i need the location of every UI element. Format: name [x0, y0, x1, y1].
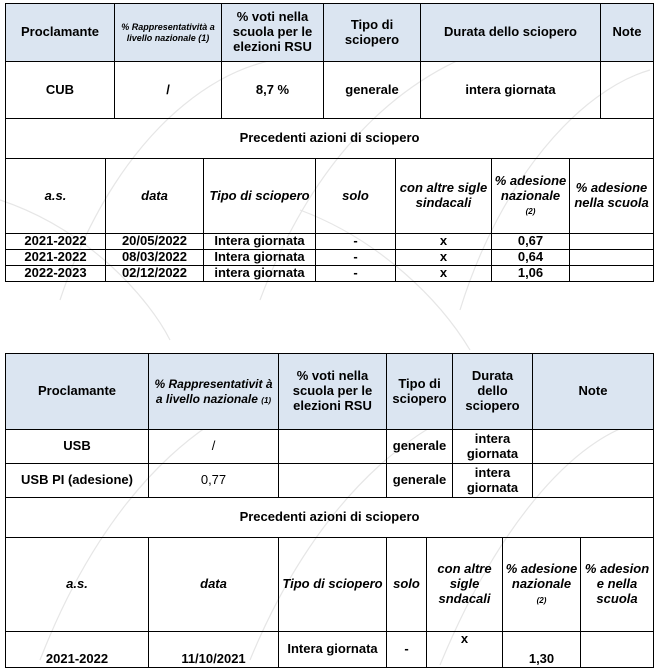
history-header-row	[6, 159, 654, 234]
date-value: 20/05/2022	[106, 234, 204, 250]
adesione-nazionale-value: 1,30	[503, 632, 581, 668]
table-row	[6, 430, 654, 464]
note-value	[533, 430, 654, 464]
table-row	[6, 266, 654, 282]
history-header-row	[6, 538, 654, 632]
solo-value: -	[316, 250, 396, 266]
col-altre-sigle: con altre sigle sindacali	[396, 159, 492, 234]
solo-value: -	[316, 266, 396, 282]
tipo-value: generale	[387, 464, 453, 498]
as-value: 2021-2022	[6, 234, 106, 250]
col-adesione-scuola: % adesion e nella scuola	[581, 538, 654, 632]
proclamante-value: USB	[6, 430, 149, 464]
altre-value: x	[396, 234, 492, 250]
strike-history-table-usb	[5, 497, 654, 668]
col-rappresentativita: % Rappresentatività a livello nazionale (1)	[115, 4, 222, 62]
col-durata: Durata dello sciopero	[421, 4, 601, 62]
col-adesione-scuola: % adesione nella scuola	[570, 159, 654, 234]
adesione-scuola-value	[570, 250, 654, 266]
tipo-value: intera giornata	[204, 266, 316, 282]
adesione-nazionale-value: 0,64	[492, 250, 570, 266]
solo-value: -	[387, 632, 427, 668]
col-as: a.s.	[6, 538, 149, 632]
strike-table-cub	[5, 3, 654, 119]
col-proclamante: Proclamante	[6, 354, 149, 430]
section-title: Precedenti azioni di sciopero	[6, 498, 654, 538]
col-voti-rsu: % voti nella scuola per le elezioni RSU	[222, 4, 324, 62]
col-rappresentativita: % Rappresentativit à a livello nazionale (1)	[149, 354, 279, 430]
col-data: data	[149, 538, 279, 632]
solo-value: -	[316, 234, 396, 250]
col-solo: solo	[316, 159, 396, 234]
col-tipo: Tipo di sciopero	[279, 538, 387, 632]
strike-history-table-cub	[5, 118, 654, 282]
col-tipo: Tipo di sciopero	[204, 159, 316, 234]
table-row	[6, 632, 654, 668]
tipo-value: Intera giornata	[204, 250, 316, 266]
col-proclamante: Proclamante	[6, 4, 115, 62]
header-row	[6, 4, 654, 62]
col-adesione-nazionale: % adesione nazionale (2)	[503, 538, 581, 632]
altre-value: x	[396, 250, 492, 266]
altre-value: x	[427, 632, 503, 668]
date-value: 08/03/2022	[106, 250, 204, 266]
adesione-scuola-value	[570, 266, 654, 282]
strike-table-usb	[5, 353, 654, 498]
col-altre-sigle: con altre sigle sndacali	[427, 538, 503, 632]
note-value	[601, 62, 654, 119]
col-as: a.s.	[6, 159, 106, 234]
col-tipo-sciopero: Tipo di sciopero	[324, 4, 421, 62]
voti-value: 8,7 %	[222, 62, 324, 119]
table-row	[6, 464, 654, 498]
tipo-value: generale	[387, 430, 453, 464]
tipo-value: generale	[324, 62, 421, 119]
durata-value: intera giornata	[453, 430, 533, 464]
as-value: 2021-2022	[6, 632, 149, 668]
table-row	[6, 250, 654, 266]
tipo-value: Intera giornata	[279, 632, 387, 668]
note-value	[533, 464, 654, 498]
col-voti-rsu: % voti nella scuola per le elezioni RSU	[279, 354, 387, 430]
as-value: 2021-2022	[6, 250, 106, 266]
table-row	[6, 234, 654, 250]
as-value: 2022-2023	[6, 266, 106, 282]
col-durata: Durata dello sciopero	[453, 354, 533, 430]
voti-value	[279, 464, 387, 498]
proclamante-value: CUB	[6, 62, 115, 119]
section-title: Precedenti azioni di sciopero	[6, 119, 654, 159]
altre-value: x	[396, 266, 492, 282]
header-row	[6, 354, 654, 430]
rappresentativita-value: /	[149, 430, 279, 464]
adesione-scuola-value	[581, 632, 654, 668]
tipo-value: Intera giornata	[204, 234, 316, 250]
table-row	[6, 62, 654, 119]
col-note: Note	[601, 4, 654, 62]
adesione-nazionale-value: 0,67	[492, 234, 570, 250]
voti-value	[279, 430, 387, 464]
rappresentativita-value: 0,77	[149, 464, 279, 498]
col-solo: solo	[387, 538, 427, 632]
rappresentativita-value: /	[115, 62, 222, 119]
date-value: 02/12/2022	[106, 266, 204, 282]
col-adesione-nazionale: % adesione nazionale (2)	[492, 159, 570, 234]
adesione-scuola-value	[570, 234, 654, 250]
adesione-nazionale-value: 1,06	[492, 266, 570, 282]
proclamante-value: USB PI (adesione)	[6, 464, 149, 498]
durata-value: intera giornata	[421, 62, 601, 119]
durata-value: intera giornata	[453, 464, 533, 498]
col-tipo-sciopero: Tipo di sciopero	[387, 354, 453, 430]
date-value: 11/10/2021	[149, 632, 279, 668]
col-data: data	[106, 159, 204, 234]
col-note: Note	[533, 354, 654, 430]
